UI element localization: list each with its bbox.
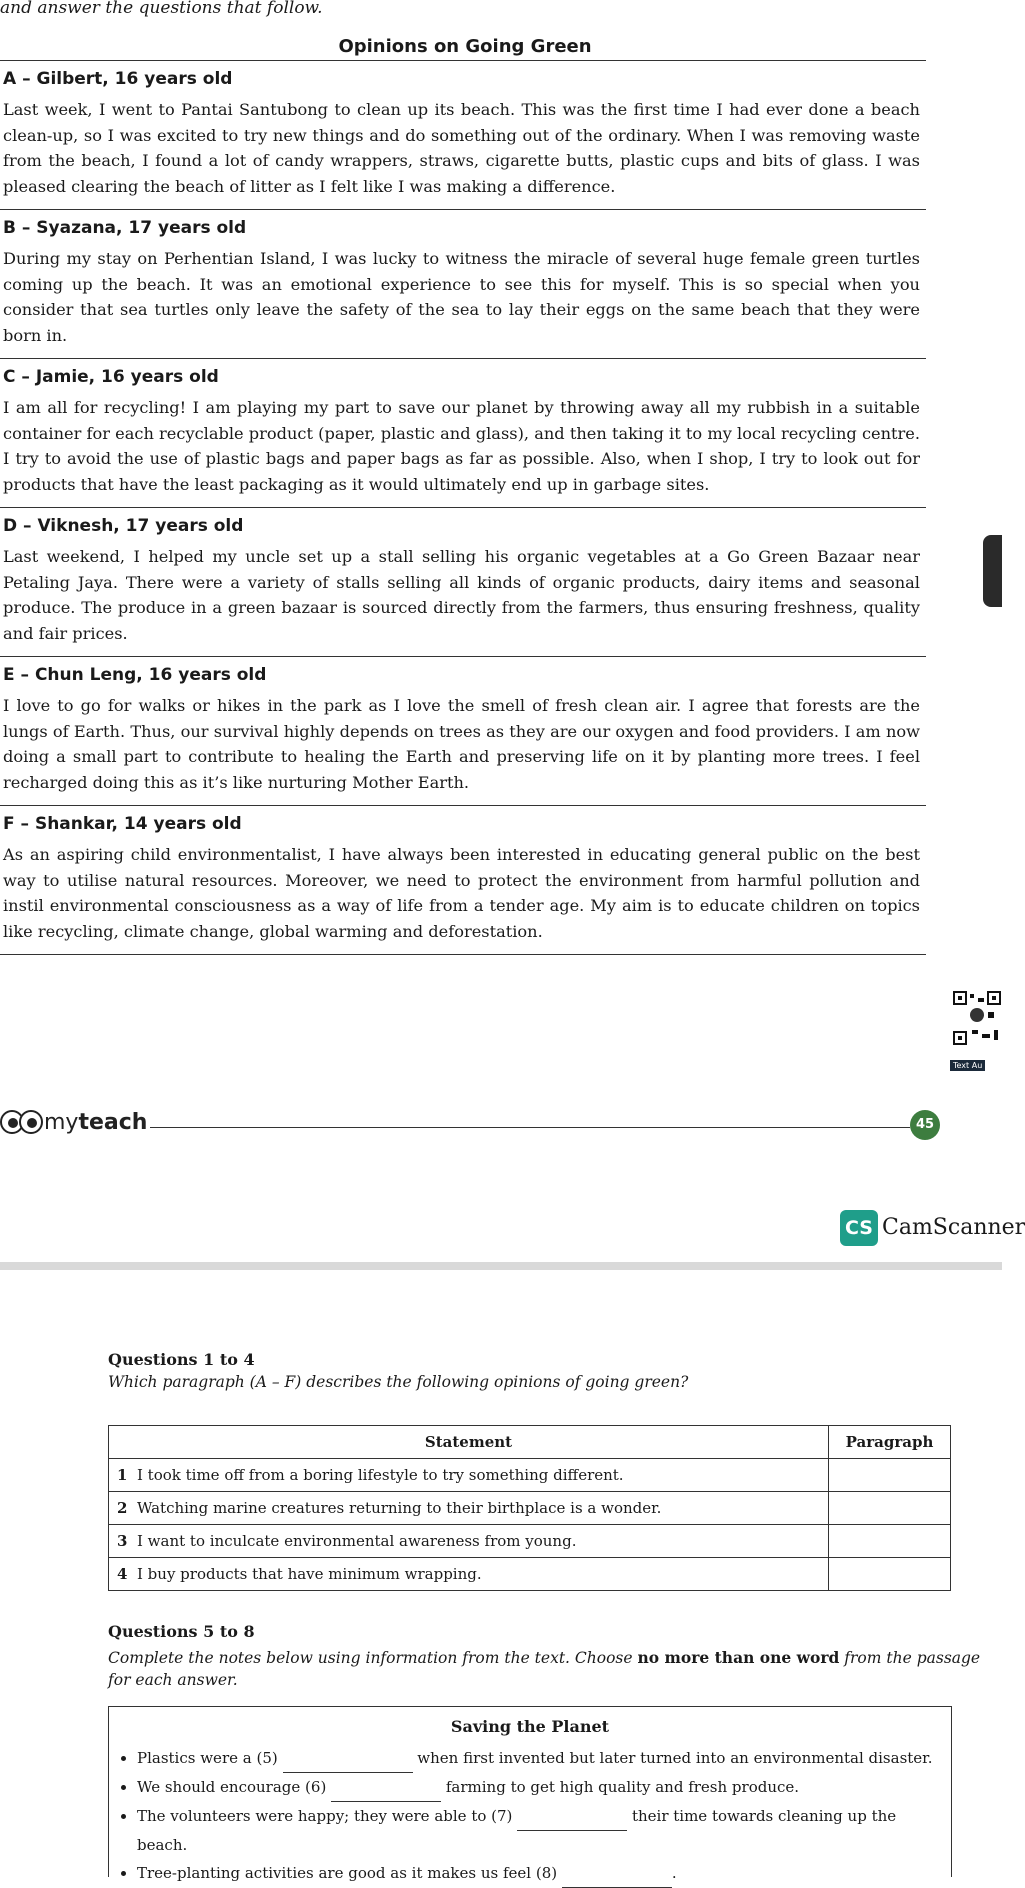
instruction-emphasis: no more than one word: [637, 1648, 840, 1667]
footer-divider: [150, 1127, 910, 1128]
questions-5-8: [108, 1622, 988, 1691]
unit-tab: [983, 535, 1002, 607]
table-row: [109, 1492, 951, 1525]
note-text: .: [671, 1864, 677, 1882]
notes-list: [109, 1744, 951, 1888]
brand-logo: [44, 1110, 147, 1135]
opinion-heading: D – Viknesh, 17 years old: [3, 516, 244, 536]
statement-number: 4: [117, 1565, 128, 1583]
opinion-text: Last weekend, I helped my uncle set up a stall selling his organic vegetables at a Go Green Bazaar near Petaling Jaya. There were a variety of stalls selling all kinds of organic products, dairy items and seasonal produce. The produce in a green bazaar is sourced directly from the farmers, thus ensuring freshness, quality and fair prices.: [3, 547, 920, 643]
page-footer: [0, 1108, 950, 1140]
text-audio-label: Text Au: [950, 1060, 985, 1071]
brand-prefix: my: [44, 1110, 79, 1135]
opinion-f: [0, 806, 926, 955]
statement-text: I want to inculcate environmental awareness from young.: [136, 1532, 577, 1550]
statement-cell: [109, 1459, 829, 1492]
note-text: We should encourage (6): [137, 1778, 327, 1796]
camscanner-text: CamScanner: [882, 1215, 1025, 1240]
note-text: Plastics were a (5): [137, 1749, 278, 1767]
opinion-heading: B – Syazana, 17 years old: [3, 218, 247, 238]
brand-bold: teach: [78, 1110, 148, 1135]
opinion-text: I am all for recycling! I am playing my part to save our planet by throwing away all my rubbish in a suitable container for each recyclable product (paper, plastic and glass), and then taking it to my local recycling centre. I try to avoid the use of plastic bags and paper bags as far as possible. Also, when I shop, I try to look out for products that have the least packaging as it would ultimately end up in garbage sites.: [3, 398, 920, 494]
statement-cell: [109, 1558, 829, 1591]
opinion-heading: C – Jamie, 16 years old: [3, 367, 219, 387]
opinion-b: [0, 210, 926, 359]
list-item: [137, 1859, 951, 1888]
paragraph-answer-3[interactable]: [829, 1525, 951, 1558]
opinion-a: [0, 61, 926, 210]
table-row: [109, 1525, 951, 1558]
intro-text: and answer the questions that follow.: [0, 0, 323, 18]
qr-code-icon[interactable]: [952, 990, 1002, 1046]
answer-blank-5[interactable]: [283, 1744, 413, 1773]
table-row: [109, 1459, 951, 1492]
col-paragraph: Paragraph: [829, 1426, 951, 1459]
camscanner-badge: CS: [840, 1210, 878, 1246]
statement-number: 3: [117, 1532, 128, 1550]
list-item: [137, 1802, 951, 1859]
statement-cell: [109, 1492, 829, 1525]
opinion-heading: F – Shankar, 14 years old: [3, 814, 242, 834]
paragraph-answer-2[interactable]: [829, 1492, 951, 1525]
statement-cell: [109, 1525, 829, 1558]
opinion-heading: E – Chun Leng, 16 years old: [3, 665, 267, 685]
answer-blank-8[interactable]: [562, 1859, 672, 1888]
statement-text: Watching marine creatures returning to their birthplace is a wonder.: [136, 1499, 662, 1517]
section-heading: Questions 1 to 4: [108, 1350, 255, 1369]
paragraph-answer-4[interactable]: [829, 1558, 951, 1591]
answer-blank-6[interactable]: [331, 1773, 441, 1802]
opinion-text: Last week, I went to Pantai Santubong to clean up its beach. This was the first time I had ever done a beach clean-up, so I was excited to try new things and do something out of the ordinary. When I was removing waste from the beach, I found a lot of candy wrappers, straws, cigarette butts, plastic cups and bits of glass. I was pleased clearing the beach of litter as I felt like I was making a difference.: [3, 100, 920, 196]
opinion-text: I love to go for walks or hikes in the park as I love the smell of fresh clean air. I agree that forests are the lungs of Earth. Thus, our survival highly depends on trees as they are our oxygen and food providers. I am now doing a small part to contribute to healing the Earth and preserving life on it by planting more trees. I feel recharged doing this as it’s like nurturing Mother Earth.: [3, 696, 920, 792]
statement-text: I took time off from a boring lifestyle to try something different.: [136, 1466, 624, 1484]
document-title: Opinions on Going Green: [338, 36, 592, 57]
opinion-c: [0, 359, 926, 508]
statement-number: 1: [117, 1466, 128, 1484]
notes-title: Saving the Planet: [450, 1717, 610, 1736]
note-text: The volunteers were happy; they were able to (7): [137, 1807, 513, 1825]
opinion-text: As an aspiring child environmentalist, I have always been interested in educating general public on the best way to utilise natural resources. Moreover, we need to protect the environment from harmful pollution and instil environmental consciousness as a way of life from a tender age. My aim is to educate children on topics like recycling, climate change, global warming and deforestation.: [3, 845, 920, 941]
questions-1-4: [108, 1350, 988, 1391]
statement-text: I buy products that have minimum wrapping.: [136, 1565, 482, 1583]
instruction-part: Complete the notes below using information from the text. Choose: [108, 1649, 633, 1667]
note-text: farming to get high quality and fresh produce.: [445, 1778, 800, 1796]
note-text: when first invented but later turned into an environmental disaster.: [417, 1749, 933, 1767]
note-text: their time towards cleaning up the beach.: [137, 1807, 897, 1854]
statement-number: 2: [117, 1499, 128, 1517]
page-separator: [0, 1262, 1002, 1270]
table-row: [109, 1558, 951, 1591]
answer-blank-7[interactable]: [517, 1802, 627, 1831]
opinion-heading: A – Gilbert, 16 years old: [3, 69, 233, 89]
col-statement: Statement: [109, 1426, 829, 1459]
opinion-text: During my stay on Perhentian Island, I was lucky to witness the miracle of several huge female green turtles coming up the beach. It was an emotional experience to see this for myself. This is so special when you consider that sea turtles only leave the safety of the sea to lay their eggs on the same beach that they were born in.: [3, 249, 920, 345]
section-instruction: [108, 1647, 988, 1691]
notes-box: [108, 1706, 952, 1882]
section-heading: Questions 5 to 8: [108, 1622, 255, 1641]
opinion-e: [0, 657, 926, 806]
page-number: 45: [910, 1110, 940, 1140]
myteach-logo-icon: [0, 1108, 44, 1136]
instruction-part: from the passage for each answer.: [108, 1649, 981, 1689]
paragraph-answer-1[interactable]: [829, 1459, 951, 1492]
opinions-box: [0, 60, 926, 955]
list-item: [137, 1773, 951, 1802]
statements-table: [108, 1425, 951, 1591]
section-instruction: Which paragraph (A – F) describes the following opinions of going green?: [108, 1373, 689, 1391]
note-text: Tree-planting activities are good as it makes us feel (8): [137, 1864, 558, 1882]
list-item: [137, 1744, 951, 1773]
opinion-d: [0, 508, 926, 657]
